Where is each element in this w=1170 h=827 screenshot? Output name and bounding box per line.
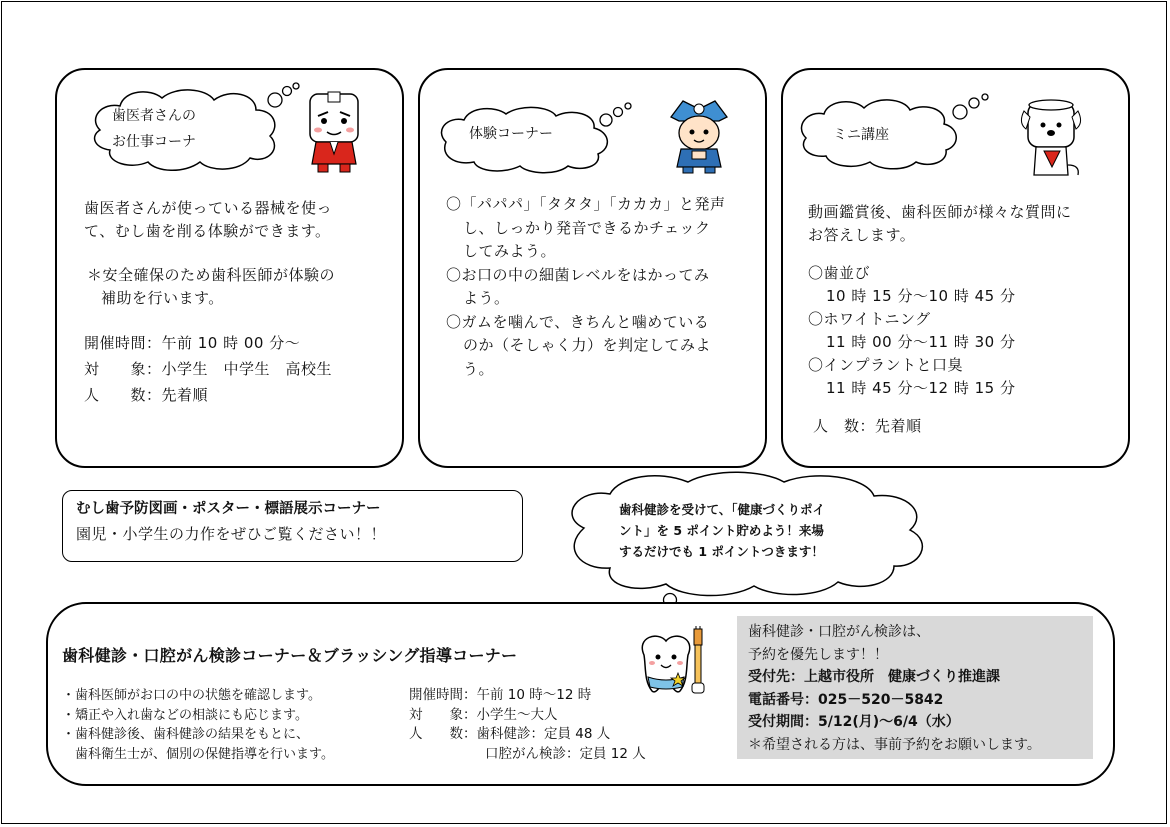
bubble-line2: ント」を 5 ポイント貯めよう！来場 (619, 523, 824, 538)
panel3-item-time: 11 時 45 分～12 時 15 分 (826, 379, 1016, 397)
panel3-item: 〇ホワイトニング (808, 310, 931, 328)
panel1-details (84, 330, 332, 408)
panel2-line: 〇お口の中の細菌レベルをはかってみ (446, 265, 710, 284)
panel2-line: 〇ガムを噛んで、きちんと噛めている (446, 312, 710, 331)
panel2-line: う。 (463, 359, 495, 378)
panel1-note-line1: ＊安全確保のため歯科医師が体験の (87, 266, 336, 284)
dog-mascot-icon (1018, 95, 1088, 187)
bottom-bullet: ・歯科医師がお口の中の状態を確認します。 (62, 688, 321, 703)
panel3-description (808, 201, 1072, 247)
dentist-mascot-icon (300, 90, 370, 175)
blue-samurai-mascot-icon (665, 95, 735, 175)
exhibit-title: むし歯予防図画・ポスター・標語展示コーナー (76, 501, 381, 517)
panel2-line: し、しっかり発音できるかチェック (463, 218, 711, 237)
panel1-desc-line1: 歯医者さんが使っている器械を使っ (84, 199, 333, 217)
panel3-item-time: 11 時 00 分～11 時 30 分 (826, 333, 1016, 351)
panel1-title-line2: お仕事コーナ (112, 134, 196, 150)
panel3-item-time: 10 時 15 分～10 時 45 分 (826, 287, 1016, 305)
panel1-capacity: 人 数：先着順 (84, 386, 209, 404)
panel3-capacity: 人 数：先着順 (813, 417, 922, 435)
panel1-description (84, 197, 332, 243)
panel1-desc-line2: て、むし歯を削る体験ができます。 (84, 222, 331, 240)
reservation-text (748, 621, 1041, 756)
panel2-line: 〇「パパパ」「タタタ」「カカカ」と発声 (446, 195, 726, 213)
bottom-details (409, 686, 646, 764)
panel2-line: してみよう。 (463, 242, 557, 260)
bottom-bullet: ・矯正や入れ歯などの相談にも応じます。 (62, 707, 308, 723)
panel1-target: 対 象：小学生 中学生 高校生 (84, 360, 333, 378)
bubble-text (619, 499, 825, 562)
panel3-item: 〇歯並び (808, 264, 871, 282)
panel3-desc-line1: 動画鑑賞後、歯科医師が様々な質問に (808, 203, 1072, 221)
panel1-note (87, 264, 335, 310)
bottom-capacity1: 人 数：歯科健診：定員 48 人 (409, 726, 611, 742)
reservation-contact: 受付先：上越市役所 健康づくり推進課 (748, 669, 1000, 685)
reservation-note: ＊希望される方は、事前予約をお願いします。 (748, 736, 1041, 753)
panel3-item: 〇インプラントと口臭 (808, 356, 964, 374)
bubble-line3: するだけでも 1 ポイントつきます！ (619, 544, 824, 559)
thought-cloud (790, 92, 1010, 177)
panel3-desc-line2: お答えします。 (808, 226, 916, 244)
bottom-capacity2: 口腔がん検診：定員 12 人 (485, 745, 646, 762)
panel1-time: 開催時間：午前 10 時 00 分～ (84, 334, 301, 352)
panel1-note-line2: 補助を行います。 (101, 289, 224, 307)
bubble-line1: 歯科健診を受けて、「健康づくりポイ (619, 502, 826, 517)
bottom-bullet: ・歯科健診後、歯科健診の結果をもとに、 (62, 727, 310, 742)
bottom-target: 対 象：小学生～大人 (409, 706, 558, 723)
bottom-title: 歯科健診・口腔がん検診コーナー＆ブラッシング指導コーナー (62, 646, 518, 665)
bottom-bullet: 歯科衛生士が、個別の保健指導を行います。 (62, 746, 334, 762)
reservation-phone: 電話番号：025－520－5842 (748, 691, 944, 708)
panel1-title-line1: 歯医者さんの (112, 108, 196, 124)
panel3-items (808, 262, 1015, 400)
panel2-line: よう。 (463, 289, 510, 307)
bottom-bullets (62, 686, 334, 764)
panel2-title: 体験コーナー (469, 126, 553, 142)
reservation-line1: 歯科健診・口腔がん検診は、 (748, 624, 930, 640)
exhibit-text: 園児・小学生の力作をぜひご覧ください！！ (76, 525, 387, 543)
bottom-time: 開催時間：午前 10 時～12 時 (409, 687, 592, 703)
panel3-title: ミニ講座 (833, 127, 889, 143)
panel2-line: のか（そしゃく力）を判定してみよ (463, 336, 712, 354)
reservation-period: 受付期間：5/12(月)～6/4（水） (748, 714, 960, 730)
reservation-line2: 予約を優先します！！ (748, 646, 888, 663)
thought-cloud (80, 82, 330, 172)
panel2-list (446, 193, 726, 381)
tooth-with-toothbrush-icon (630, 625, 720, 715)
